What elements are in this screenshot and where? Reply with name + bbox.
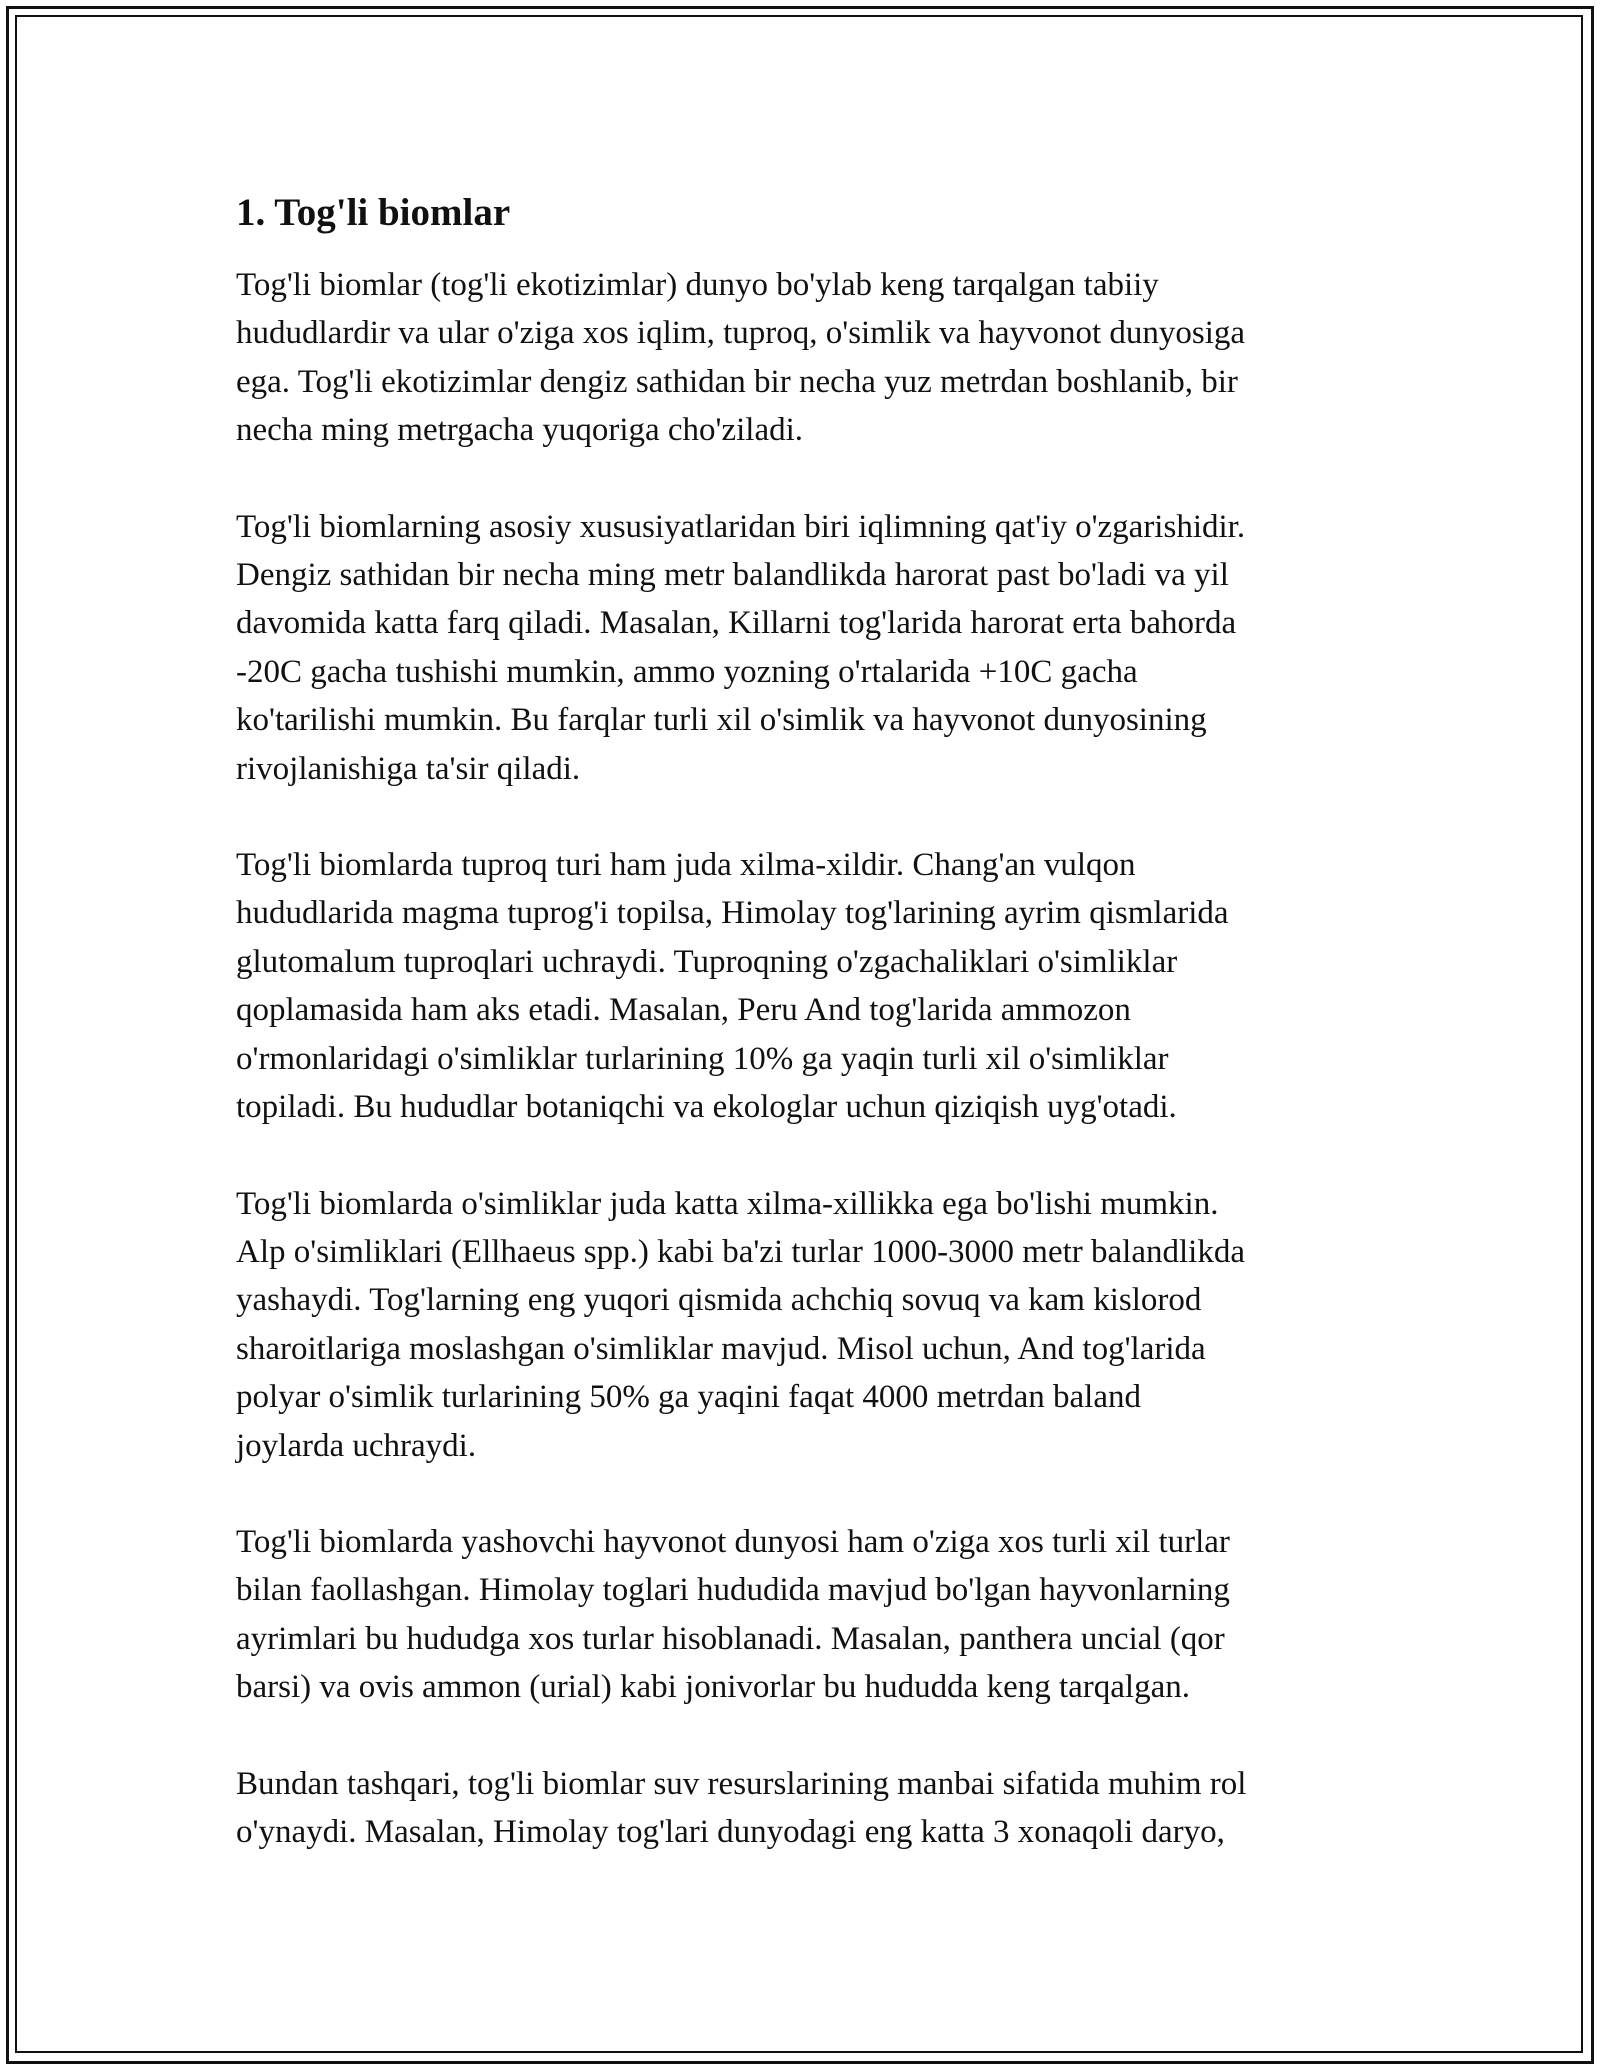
section-heading: 1. Tog'li biomlar (236, 191, 511, 234)
paragraph-4: Tog'li biomlarda o'simliklar juda katta xilma-xillikka ega bo'lishi mumkin. Alp o'simliklari (Ellhaeus spp.) kabi ba'zi turlar 1000-3000 metr balandlikda yashaydi. Tog'larning eng yuqori qismida achchiq sovuq va kam kislorod sharoitlariga moslashgan o'simliklar mavjud. Misol uchun, And tog'larida polyar o'simlik turlarining 50% ga yaqini faqat 4000 metrdan baland joylarda uchraydi. (236, 1185, 1245, 1464)
paragraph-1: Tog'li biomlar (tog'li ekotizimlar) dunyo bo'ylab keng tarqalgan tabiiy hududlardir va ular o'ziga xos iqlim, tuproq, o'simlik va hayvonot dunyosiga ega. Tog'li ekotizimlar dengiz sathidan bir necha yuz metrdan boshlanib, bir necha ming metrgacha yuqoriga cho'ziladi. (236, 267, 1246, 449)
paragraph-3: Tog'li biomlarda tuproq turi ham juda xilma-xildir. Chang'an vulqon hududlarida magma tuprog'i topilsa, Himolay tog'larining ayrim qismlarida glutomalum tuproqlari uchraydi. Tuproqning o'zgachaliklari o'simliklar qoplamasida ham aks etadi. Masalan, Peru And tog'larida ammozon o'rmonlaridagi o'simliklar turlarining 10% ga yaqin turli xil o'simliklar topiladi. Bu hududlar botaniqchi va ekologlar uchun qiziqish uyg'otadi. (236, 847, 1229, 1126)
paragraph-5: Tog'li biomlarda yashovchi hayvonot dunyosi ham o'ziga xos turli xil turlar bilan faollashgan. Himolay toglari hududida mavjud bo'lgan hayvonlarning ayrimlari bu hududga xos turlar hisoblanadi. Masalan, panthera uncial (qor barsi) va ovis ammon (urial) kabi jonivorlar bu hududda keng tarqalgan. (236, 1523, 1230, 1706)
paragraph-2: Tog'li biomlarning asosiy xususiyatlaridan biri iqlimning qat'iy o'zgarishidir. Dengiz sathidan bir necha ming metr balandlikda harorat past bo'ladi va yil davomida katta farq qiladi. Masalan, Killarni tog'larida harorat erta bahorda -20C gacha tushishi mumkin, ammo yozning o'rtalarida +10C gacha ko'tarilishi mumkin. Bu farqlar turli xil o'simlik va hayvonot dunyosining rivojlanishiga ta'sir qiladi. (236, 508, 1246, 787)
document-body (236, 183, 1376, 1904)
paragraph-6: Bundan tashqari, tog'li biomlar suv resurslarining manbai sifatida muhim rol o'ynaydi. Masalan, Himolay tog'lari dunyodagi eng katta 3 xonaqoli daryo, (236, 1765, 1247, 1850)
